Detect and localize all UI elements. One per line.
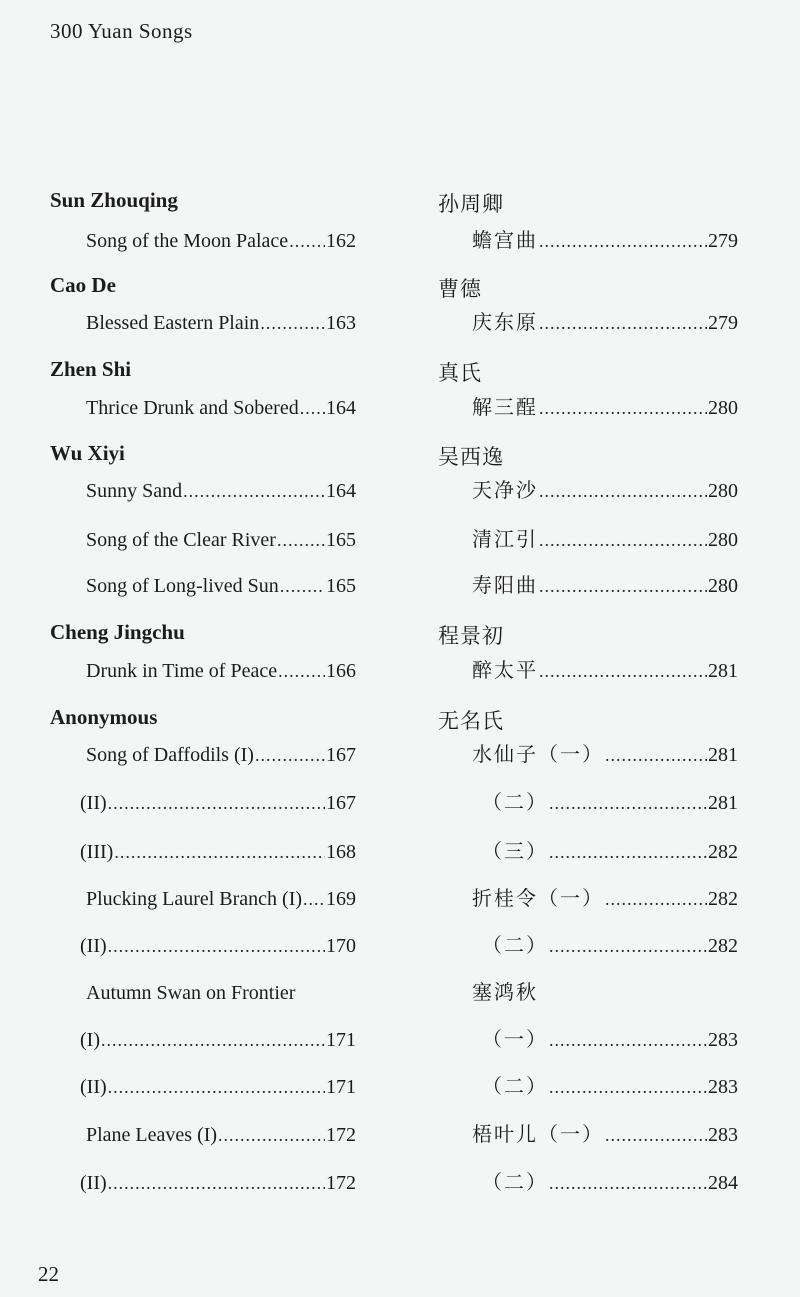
page-reference: 282	[708, 841, 738, 863]
song-title: 水仙子（一）	[472, 744, 604, 766]
contents-entry	[482, 1074, 738, 1100]
dot-leader	[101, 1027, 325, 1053]
song-title: Plane Leaves (I)	[86, 1124, 218, 1146]
dot-leader	[277, 527, 325, 553]
dot-leader	[549, 1027, 707, 1053]
page-reference: 169	[326, 888, 356, 910]
contents-entry	[482, 839, 738, 865]
contents-entry	[80, 839, 356, 865]
contents-entry	[86, 527, 356, 553]
contents-entry	[472, 395, 738, 421]
page-reference: 282	[708, 935, 738, 957]
page-reference: 168	[326, 841, 356, 863]
contents-entry	[86, 395, 356, 421]
contents-entry	[86, 573, 356, 599]
song-title: 天净沙	[472, 480, 538, 502]
poet-name: 孙周卿	[438, 192, 504, 216]
poet-name: 曹德	[438, 277, 482, 301]
dot-leader	[289, 228, 325, 254]
page-reference: 281	[708, 792, 738, 814]
poet-name: Sun Zhouqing	[50, 188, 178, 212]
contents-entry	[482, 1027, 738, 1053]
page-reference: 166	[326, 660, 356, 682]
song-title: 寿阳曲	[472, 575, 538, 597]
page-reference: 284	[708, 1172, 738, 1194]
poet-name: Wu Xiyi	[50, 441, 125, 465]
song-title: Plucking Laurel Branch (I)	[86, 888, 303, 910]
contents-entry	[472, 478, 738, 504]
poet-name: 吴西逸	[438, 445, 504, 469]
page-reference: 163	[326, 312, 356, 334]
dot-leader	[539, 573, 707, 599]
poet-name: Anonymous	[50, 705, 158, 729]
contents-entry	[472, 658, 738, 684]
page-reference: 281	[708, 744, 738, 766]
poet-name: 无名氏	[438, 709, 504, 733]
contents-entry	[472, 310, 738, 336]
contents-entry	[80, 933, 356, 959]
song-title: Thrice Drunk and Sobered	[86, 397, 299, 419]
song-title: Autumn Swan on Frontier	[86, 982, 296, 1004]
dot-leader	[539, 527, 707, 553]
dot-leader	[300, 395, 325, 421]
poet-name: Cao De	[50, 273, 116, 297]
page-reference: 167	[326, 744, 356, 766]
song-title: Drunk in Time of Peace	[86, 660, 278, 682]
dot-leader	[108, 1170, 325, 1196]
song-title: Blessed Eastern Plain	[86, 312, 260, 334]
dot-leader	[108, 790, 325, 816]
song-title: 蟾宫曲	[472, 230, 538, 252]
dot-leader	[549, 933, 707, 959]
dot-leader	[605, 1122, 707, 1148]
dot-leader	[539, 658, 707, 684]
dot-leader	[549, 839, 707, 865]
page-reference: 171	[326, 1029, 356, 1051]
dot-leader	[255, 742, 325, 768]
contents-entry	[482, 790, 738, 816]
page-reference: 280	[708, 529, 738, 551]
contents-entry	[472, 980, 738, 1006]
contents-entry	[472, 886, 738, 912]
poet-name: Zhen Shi	[50, 357, 132, 381]
dot-leader	[303, 886, 325, 912]
song-title: 塞鸿秋	[472, 982, 538, 1004]
dot-leader	[539, 228, 707, 254]
song-title: 折桂令（一）	[472, 888, 604, 910]
page-reference: 171	[326, 1076, 356, 1098]
contents-entry	[472, 742, 738, 768]
song-title: (II)	[80, 935, 107, 957]
song-title: (II)	[80, 1076, 107, 1098]
song-title: Song of Daffodils (I)	[86, 744, 254, 766]
dot-leader	[539, 478, 707, 504]
page-reference: 164	[326, 480, 356, 502]
page-reference: 165	[326, 575, 356, 597]
dot-leader	[605, 886, 707, 912]
contents-entry	[86, 742, 356, 768]
song-title: Song of the Clear River	[86, 529, 276, 551]
contents-entry	[86, 228, 356, 254]
song-title: 清江引	[472, 529, 538, 551]
page-reference: 283	[708, 1029, 738, 1051]
contents-entry	[472, 527, 738, 553]
song-title: （二）	[482, 1172, 548, 1194]
page-reference: 162	[326, 230, 356, 252]
dot-leader	[549, 790, 707, 816]
page-reference: 279	[708, 230, 738, 252]
page-reference: 282	[708, 888, 738, 910]
dot-leader	[278, 658, 325, 684]
contents-entry	[86, 1122, 356, 1148]
page-reference: 172	[326, 1124, 356, 1146]
running-head: 300 Yuan Songs	[50, 19, 193, 43]
page-reference: 280	[708, 480, 738, 502]
song-title: （一）	[482, 1029, 548, 1051]
poet-name: 程景初	[438, 624, 504, 648]
song-title: (II)	[80, 1172, 107, 1194]
song-title: （二）	[482, 792, 548, 814]
page-reference: 165	[326, 529, 356, 551]
page-reference: 283	[708, 1076, 738, 1098]
dot-leader	[183, 478, 325, 504]
contents-entry	[472, 228, 738, 254]
page-reference: 279	[708, 312, 738, 334]
contents-entry	[86, 310, 356, 336]
contents-entry	[482, 933, 738, 959]
dot-leader	[108, 933, 325, 959]
poet-name: Cheng Jingchu	[50, 620, 185, 644]
contents-entry	[482, 1170, 738, 1196]
dot-leader	[108, 1074, 325, 1100]
contents-entry	[86, 980, 356, 1006]
dot-leader	[260, 310, 325, 336]
contents-entry	[80, 1027, 356, 1053]
page-reference: 172	[326, 1172, 356, 1194]
song-title: 解三酲	[472, 397, 538, 419]
song-title: （二）	[482, 1076, 548, 1098]
song-title: （二）	[482, 935, 548, 957]
contents-entry	[80, 1170, 356, 1196]
page-reference: 283	[708, 1124, 738, 1146]
page-reference: 281	[708, 660, 738, 682]
dot-leader	[280, 573, 325, 599]
song-title: (I)	[80, 1029, 100, 1051]
song-title: 梧叶儿（一）	[472, 1124, 604, 1146]
song-title: Sunny Sand	[86, 480, 183, 502]
page-reference: 164	[326, 397, 356, 419]
poet-name: 真氏	[438, 361, 482, 385]
contents-entry	[80, 790, 356, 816]
dot-leader	[549, 1074, 707, 1100]
song-title: 醉太平	[472, 660, 538, 682]
song-title: 庆东原	[472, 312, 538, 334]
dot-leader	[605, 742, 707, 768]
song-title: (II)	[80, 792, 107, 814]
contents-entry	[472, 1122, 738, 1148]
song-title: （三）	[482, 841, 548, 863]
page-reference: 280	[708, 397, 738, 419]
contents-entry	[80, 1074, 356, 1100]
dot-leader	[549, 1170, 707, 1196]
song-title: (III)	[80, 841, 114, 863]
page-reference: 170	[326, 935, 356, 957]
dot-leader	[218, 1122, 325, 1148]
song-title: Song of Long-lived Sun	[86, 575, 279, 597]
page-number: 22	[38, 1262, 59, 1286]
dot-leader	[539, 310, 707, 336]
contents-entry	[86, 886, 356, 912]
page-reference: 167	[326, 792, 356, 814]
dot-leader	[114, 839, 325, 865]
song-title: Song of the Moon Palace	[86, 230, 289, 252]
contents-entry	[472, 573, 738, 599]
contents-entry	[86, 478, 356, 504]
dot-leader	[539, 395, 707, 421]
contents-entry	[86, 658, 356, 684]
page-reference: 280	[708, 575, 738, 597]
